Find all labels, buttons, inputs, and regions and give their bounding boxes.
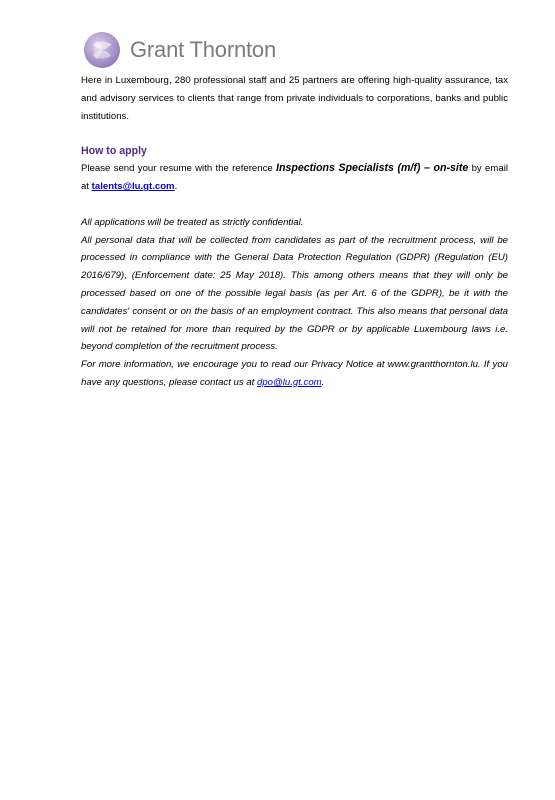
intro-paragraph: Here in Luxembourg, 280 professional staff and 25 partners are offering high-quality assurance, tax and advisory services to clients that range from private individuals to corporations, banks and public institutions. [81, 75, 508, 122]
talents-email-link[interactable]: talents@lu.gt.com [91, 181, 175, 193]
gdpr-paragraph: All personal data that will be collected from candidates as part of the recruitment process, will be processed in compliance with the General Data Protection Regulation (GDPR) (Regulation (EU) 2016/679), (Enforcement date: 25 May 2018). This among others means that they will only be processed based on one of the possible legal basis (as per Art. 6 of the GDPR), be it with the candidates' consent or on the basis of an employment contract. This also means that personal data will not be retained for more than required by the GDPR or by applicable Luxembourg laws i.e. beyond completion of the recruitment process. [81, 234, 508, 353]
confidential-note: All applications will be treated as strictly confidential. [81, 216, 304, 228]
apply-paragraph [81, 160, 508, 196]
job-reference: Inspections Specialists (m/f) – on-site [276, 162, 469, 175]
document-body [81, 72, 508, 392]
apply-text-after: . [174, 181, 178, 193]
more-info-text: For more information, we encourage you to read our Privacy Notice at www.grantthornton.lu. If you have any questions, please contact us at [81, 359, 508, 388]
spacer [81, 196, 508, 214]
apply-text-before: Please send your resume with the reference [81, 163, 277, 175]
dpo-email-link[interactable]: dpo@lu.gt.com [257, 376, 322, 388]
grant-thornton-logo [83, 30, 276, 70]
logo-mark-icon [83, 31, 121, 69]
more-info-paragraph [81, 356, 508, 392]
logo-text: Grant Thornton [130, 37, 276, 62]
how-to-apply-heading: How to apply [81, 145, 147, 158]
more-info-after: . [321, 376, 325, 388]
apply-text-middle: by email at [81, 163, 508, 193]
